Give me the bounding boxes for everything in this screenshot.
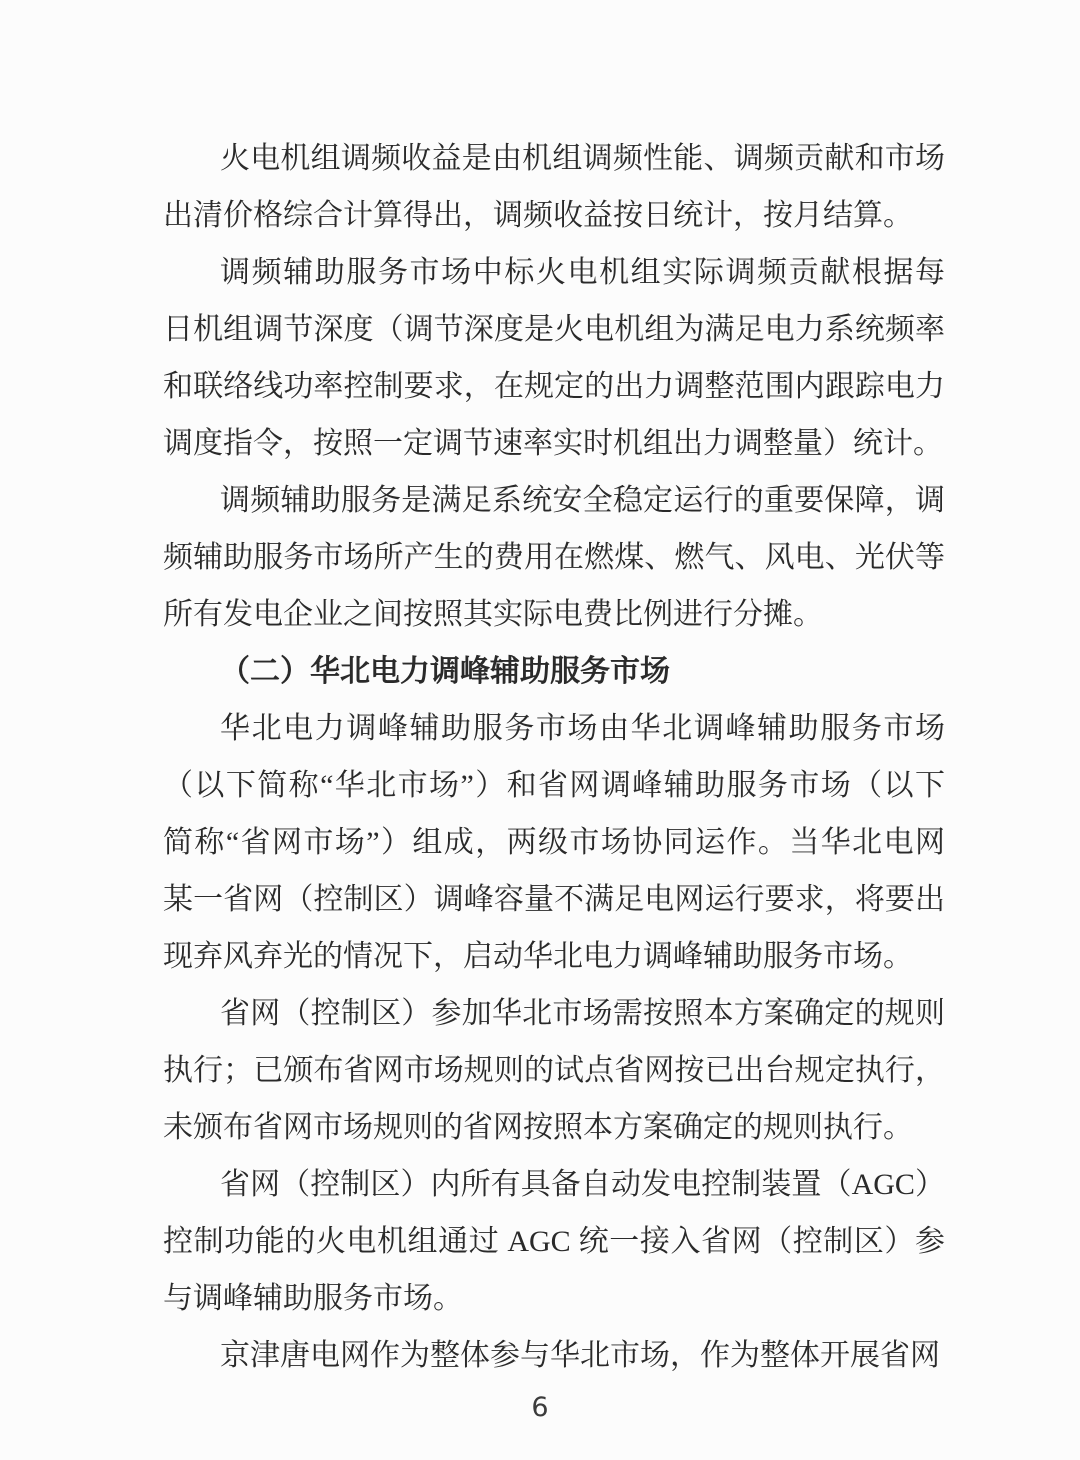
text-line: 调度指令，按照一定调节速率实时机组出力调整量）统计。 [163,427,943,460]
text-line: 未颁布省网市场规则的省网按照本方案确定的规则执行。 [163,1111,913,1144]
text-line: 频辅助服务市场所产生的费用在燃煤、燃气、风电、光伏等 [163,541,945,574]
body-paragraph [163,472,945,643]
text-line: 省网（控制区）参加华北市场需按照本方案确定的规则 [220,997,945,1030]
text-line: 现弃风弃光的情况下，启动华北电力调峰辅助服务市场。 [163,940,913,973]
body-paragraph [163,1327,945,1384]
text-line: 日机组调节深度（调节深度是火电机组为满足电力系统频率 [163,313,945,346]
text-line: 火电机组调频收益是由机组调频性能、调频贡献和市场 [220,142,945,175]
text-line: 出清价格综合计算得出，调频收益按日统计，按月结算。 [163,199,913,232]
text-line: 执行；已颁布省网市场规则的试点省网按已出台规定执行， [163,1054,945,1087]
text-line: 简称“省网市场”）组成，两级市场协同运作。当华北电网 [163,826,945,859]
text-line: 控制功能的火电机组通过 AGC 统一接入省网（控制区）参 [163,1225,945,1258]
page-number: 6 [531,1392,549,1423]
text-line: 调频辅助服务是满足系统安全稳定运行的重要保障，调 [220,484,945,517]
text-line: 与调峰辅助服务市场。 [163,1282,463,1315]
text-line: 调频辅助服务市场中标火电机组实际调频贡献根据每 [220,256,945,289]
body-paragraph [163,130,945,244]
body-paragraph [163,1156,945,1327]
body-paragraph [163,244,945,472]
text-line: 省网（控制区）内所有具备自动发电控制装置（AGC） [220,1168,945,1201]
text-line: 某一省网（控制区）调峰容量不满足电网运行要求，将要出 [163,883,945,916]
section-heading [163,643,945,700]
text-line: 华北电力调峰辅助服务市场由华北调峰辅助服务市场 [220,712,945,745]
body-paragraph [163,700,945,985]
text-line: （以下简称“华北市场”）和省网调峰辅助服务市场（以下 [163,769,945,802]
text-line: （二）华北电力调峰辅助服务市场 [220,655,670,688]
body-paragraph [163,985,945,1156]
text-line: 所有发电企业之间按照其实际电费比例进行分摊。 [163,598,823,631]
text-line: 和联络线功率控制要求，在规定的出力调整范围内跟踪电力 [163,370,945,403]
text-line: 京津唐电网作为整体参与华北市场，作为整体开展省网 [220,1339,940,1372]
text-column [163,130,945,1384]
